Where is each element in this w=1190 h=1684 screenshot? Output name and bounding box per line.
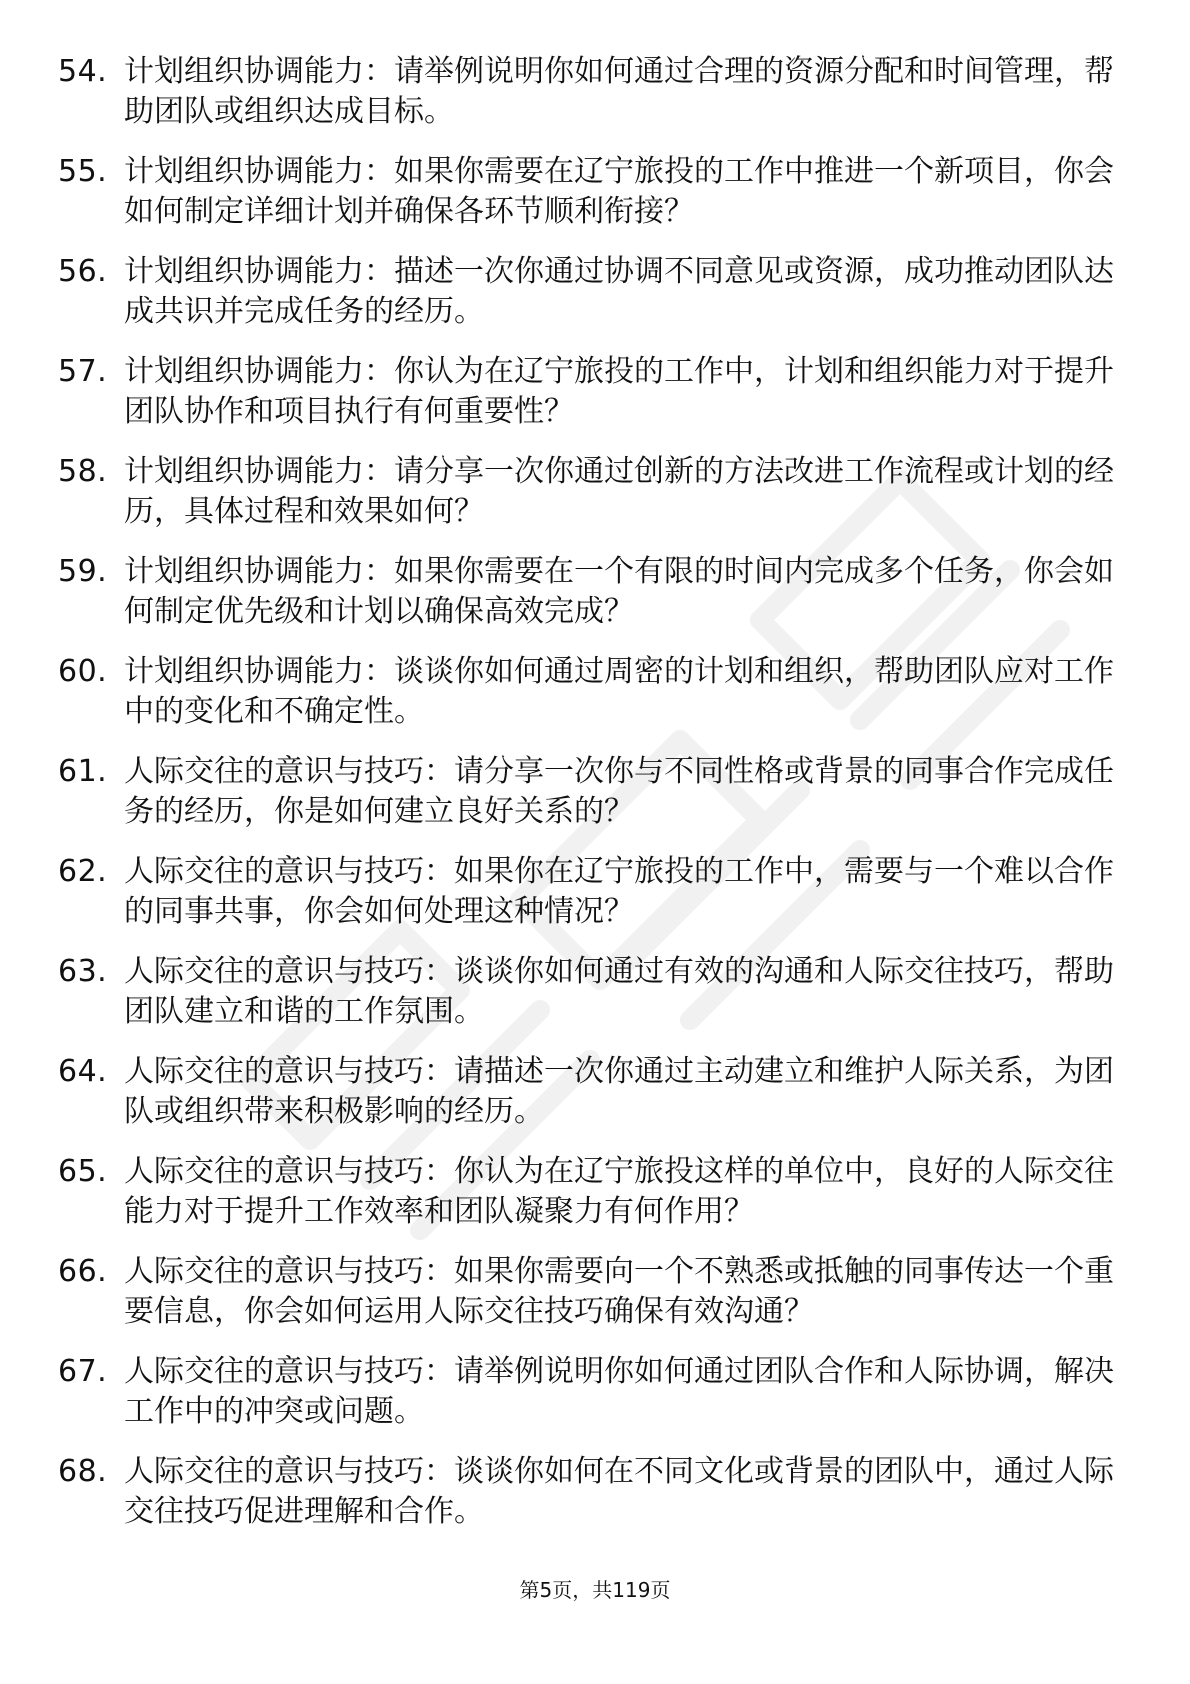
list-item bbox=[58, 852, 1133, 932]
question-text: 计划组织协调能力：请举例说明你如何通过合理的资源分配和时间管理，帮助团队或组织达成目标。 bbox=[124, 54, 1114, 129]
list-item bbox=[58, 52, 1133, 132]
question-number: 60. bbox=[58, 654, 108, 689]
question-number: 54. bbox=[58, 54, 108, 89]
list-item bbox=[58, 252, 1133, 332]
question-text: 人际交往的意识与技巧：请分享一次你与不同性格或背景的同事合作完成任务的经历，你是如何建立良好关系的？ bbox=[124, 754, 1114, 829]
question-text: 人际交往的意识与技巧：请描述一次你通过主动建立和维护人际关系，为团队或组织带来积极影响的经历。 bbox=[124, 1054, 1114, 1129]
list-item bbox=[58, 652, 1133, 732]
list-item bbox=[58, 1152, 1133, 1232]
question-number: 67. bbox=[58, 1354, 108, 1389]
question-number: 57. bbox=[58, 354, 108, 389]
question-list bbox=[58, 52, 1133, 1552]
list-item bbox=[58, 152, 1133, 232]
question-text: 人际交往的意识与技巧：请举例说明你如何通过团队合作和人际协调，解决工作中的冲突或问题。 bbox=[124, 1354, 1114, 1429]
question-number: 68. bbox=[58, 1454, 108, 1489]
question-text: 计划组织协调能力：谈谈你如何通过周密的计划和组织，帮助团队应对工作中的变化和不确定性。 bbox=[124, 654, 1114, 729]
list-item bbox=[58, 952, 1133, 1032]
list-item bbox=[58, 352, 1133, 432]
question-number: 56. bbox=[58, 254, 108, 289]
page-number: 第5页，共119页 bbox=[519, 1578, 671, 1602]
question-number: 62. bbox=[58, 854, 108, 889]
list-item bbox=[58, 1252, 1133, 1332]
question-text: 人际交往的意识与技巧：如果你在辽宁旅投的工作中，需要与一个难以合作的同事共事，你会如何处理这种情况？ bbox=[124, 854, 1114, 929]
question-text: 人际交往的意识与技巧：谈谈你如何在不同文化或背景的团队中，通过人际交往技巧促进理解和合作。 bbox=[124, 1454, 1114, 1529]
question-number: 61. bbox=[58, 754, 108, 789]
list-item bbox=[58, 552, 1133, 632]
list-item bbox=[58, 1352, 1133, 1432]
question-text: 计划组织协调能力：你认为在辽宁旅投的工作中，计划和组织能力对于提升团队协作和项目执行有何重要性？ bbox=[124, 354, 1114, 429]
question-number: 66. bbox=[58, 1254, 108, 1289]
question-number: 63. bbox=[58, 954, 108, 989]
list-item bbox=[58, 452, 1133, 532]
question-number: 55. bbox=[58, 154, 108, 189]
question-text: 人际交往的意识与技巧：谈谈你如何通过有效的沟通和人际交往技巧，帮助团队建立和谐的工作氛围。 bbox=[124, 954, 1114, 1029]
list-item bbox=[58, 1052, 1133, 1132]
question-number: 58. bbox=[58, 454, 108, 489]
question-number: 64. bbox=[58, 1054, 108, 1089]
question-text: 计划组织协调能力：描述一次你通过协调不同意见或资源，成功推动团队达成共识并完成任务的经历。 bbox=[124, 254, 1114, 329]
question-text: 计划组织协调能力：如果你需要在辽宁旅投的工作中推进一个新项目，你会如何制定详细计划并确保各环节顺利衔接？ bbox=[124, 154, 1114, 229]
question-number: 65. bbox=[58, 1154, 108, 1189]
question-text: 计划组织协调能力：如果你需要在一个有限的时间内完成多个任务，你会如何制定优先级和计划以确保高效完成？ bbox=[124, 554, 1114, 629]
list-item bbox=[58, 752, 1133, 832]
list-item bbox=[58, 1452, 1133, 1532]
question-text: 计划组织协调能力：请分享一次你通过创新的方法改进工作流程或计划的经历，具体过程和效果如何？ bbox=[124, 454, 1114, 529]
question-number: 59. bbox=[58, 554, 108, 589]
question-text: 人际交往的意识与技巧：如果你需要向一个不熟悉或抵触的同事传达一个重要信息，你会如何运用人际交往技巧确保有效沟通？ bbox=[124, 1254, 1114, 1329]
question-text: 人际交往的意识与技巧：你认为在辽宁旅投这样的单位中，良好的人际交往能力对于提升工作效率和团队凝聚力有何作用？ bbox=[124, 1154, 1114, 1229]
